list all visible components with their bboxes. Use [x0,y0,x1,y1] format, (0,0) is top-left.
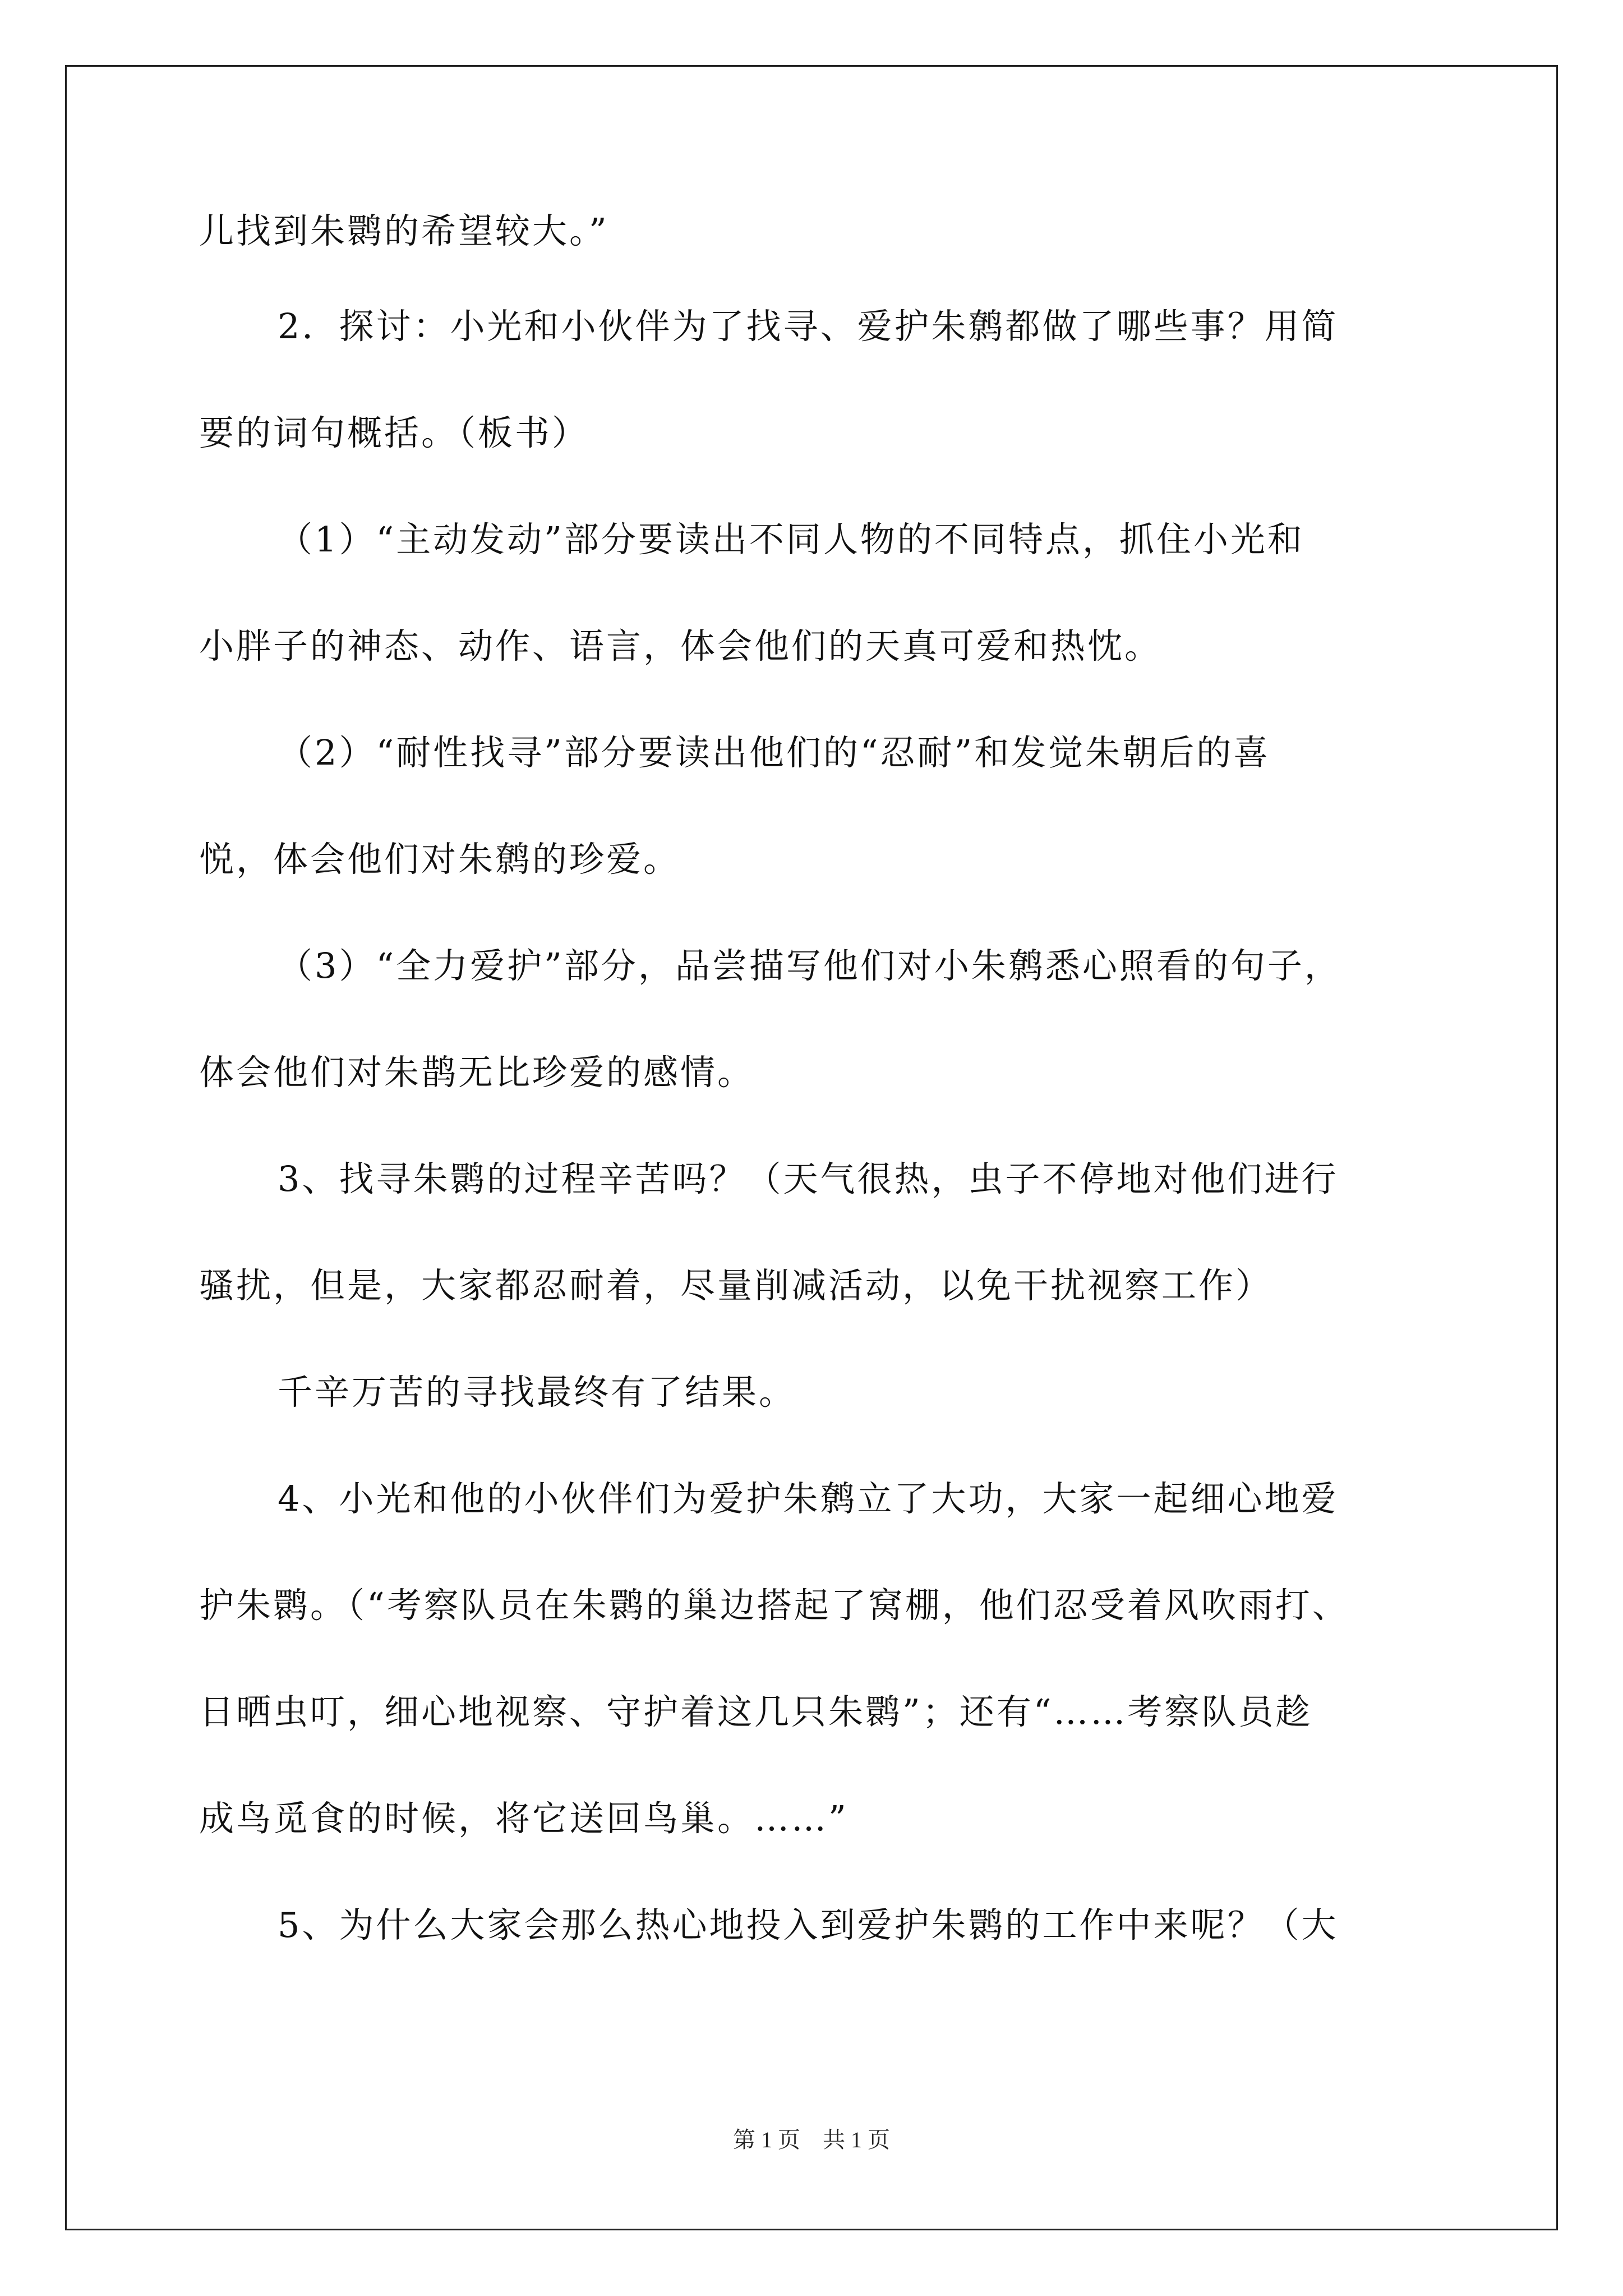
text-line-9: 体会他们对朱鹊无比珍爱的感情。 [199,1052,755,1093]
text-line-15: 日晒虫叮，细心地视察、守护着这几只朱鹮”；还有“……考察队员趁 [199,1691,1313,1732]
text-line-1: 儿找到朱鹮的希望较大。” [199,210,609,251]
text-line-11: 骚扰，但是，大家都忍耐着，尽量削减活动，以免干扰视察工作） [199,1265,1273,1306]
text-line-13: 4、小光和他的小伙伴们为爱护朱鹩立了大功，大家一起细心地爱 [278,1478,1339,1519]
text-line-16: 成鸟觅食的时候，将它送回鸟巢。……” [199,1798,849,1839]
text-line-12: 千辛万苦的寻找最终有了结果。 [278,1372,796,1412]
text-line-17: 5、为什么大家会那么热心地投入到爱护朱鹮的工作中来呢？（大 [278,1904,1339,1945]
text-line-10: 3、找寻朱鹮的过程辛苦吗？（天气很热，虫子不停地对他们进行 [278,1158,1339,1199]
text-line-3: 要的词句概括。（板书） [199,412,589,453]
text-line-4: （1）“主动发动”部分要读出不同人物的不同特点，抓住小光和 [278,519,1304,560]
text-line-8: （3）“全力爱护”部分，品尝描写他们对小朱鹩悉心照看的句子， [278,945,1341,986]
text-line-6: （2）“耐性找寻”部分要读出他们的“忍耐”和发觉朱朝后的喜 [278,732,1271,773]
text-line-7: 悦，体会他们对朱鹩的珍爱。 [199,839,681,880]
text-line-5: 小胖子的神态、动作、语言，体会他们的天真可爱和热忱。 [199,625,1162,666]
text-line-14: 护朱鹮。（“考察队员在朱鹮的巢边搭起了窝棚，他们忍受着风吹雨打、 [199,1585,1349,1626]
text-line-2: 2．探讨：小光和小伙伴为了找寻、爱护朱鹩都做了哪些事？用简 [278,306,1339,347]
page-footer: 第 1 页 共 1 页 [733,2127,890,2152]
